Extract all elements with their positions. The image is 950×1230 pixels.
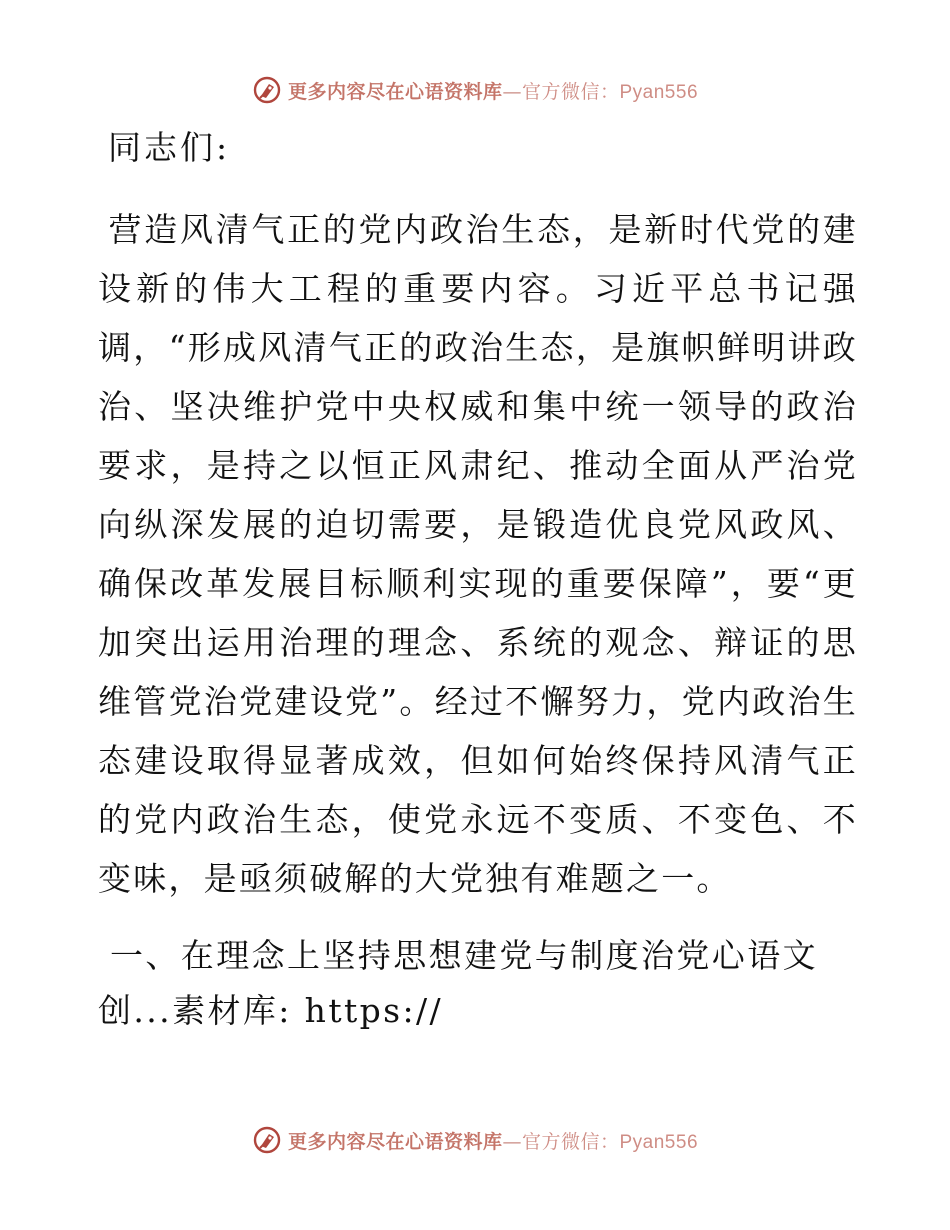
banner-dash: — — [502, 1130, 522, 1153]
greeting: 同志们: — [108, 128, 231, 167]
body-paragraph-text: 营造风清气正的党内政治生态，是新时代党的建设新的伟大工程的重要内容。习近平总书记强调，“形成风清气正的政治生态，是旗帜鲜明讲政治、坚决维护党中央权威和集中统一领导的政治要求，是持之以恒正风肃纪、推动全面从严治党向纵深发展的迫切需要，是锻造优良党风政风、确保改革发展目标顺利实现的重要保障”，要“更加突出运用治理的理念、系统的观念、辩证的思维管党治党建设党”。经过不懈努力，党内政治生态建设取得显著成效，但如何始终保持风清气正的党内政治生态，使党永远不变质、不变色、不变味，是亟须破解的大党独有难题之一。 — [98, 210, 858, 898]
pen-nib-logo-icon — [252, 1125, 282, 1155]
banner-dash: — — [502, 80, 522, 103]
body-paragraph — [98, 200, 858, 908]
banner-site-text: 更多内容尽在心语资料库 — [287, 1130, 503, 1153]
banner-contact-label: 官方微信： — [521, 80, 620, 103]
banner-text — [288, 1127, 698, 1154]
section-heading-text: 一、在理念上坚持思想建党与制度治党心语文创...素材库: https:// — [98, 936, 818, 1030]
pen-nib-logo-icon — [252, 75, 282, 105]
banner-site-text: 更多内容尽在心语资料库 — [287, 80, 503, 103]
banner-contact-id: Pyan556 — [619, 81, 699, 103]
banner-contact-id: Pyan556 — [619, 1131, 699, 1153]
banner-text — [288, 77, 698, 104]
banner-contact-label: 官方微信： — [521, 1130, 620, 1153]
header-watermark-banner — [0, 70, 950, 110]
section-heading — [98, 928, 858, 1038]
footer-watermark-banner — [0, 1120, 950, 1160]
document-body — [98, 125, 858, 1038]
